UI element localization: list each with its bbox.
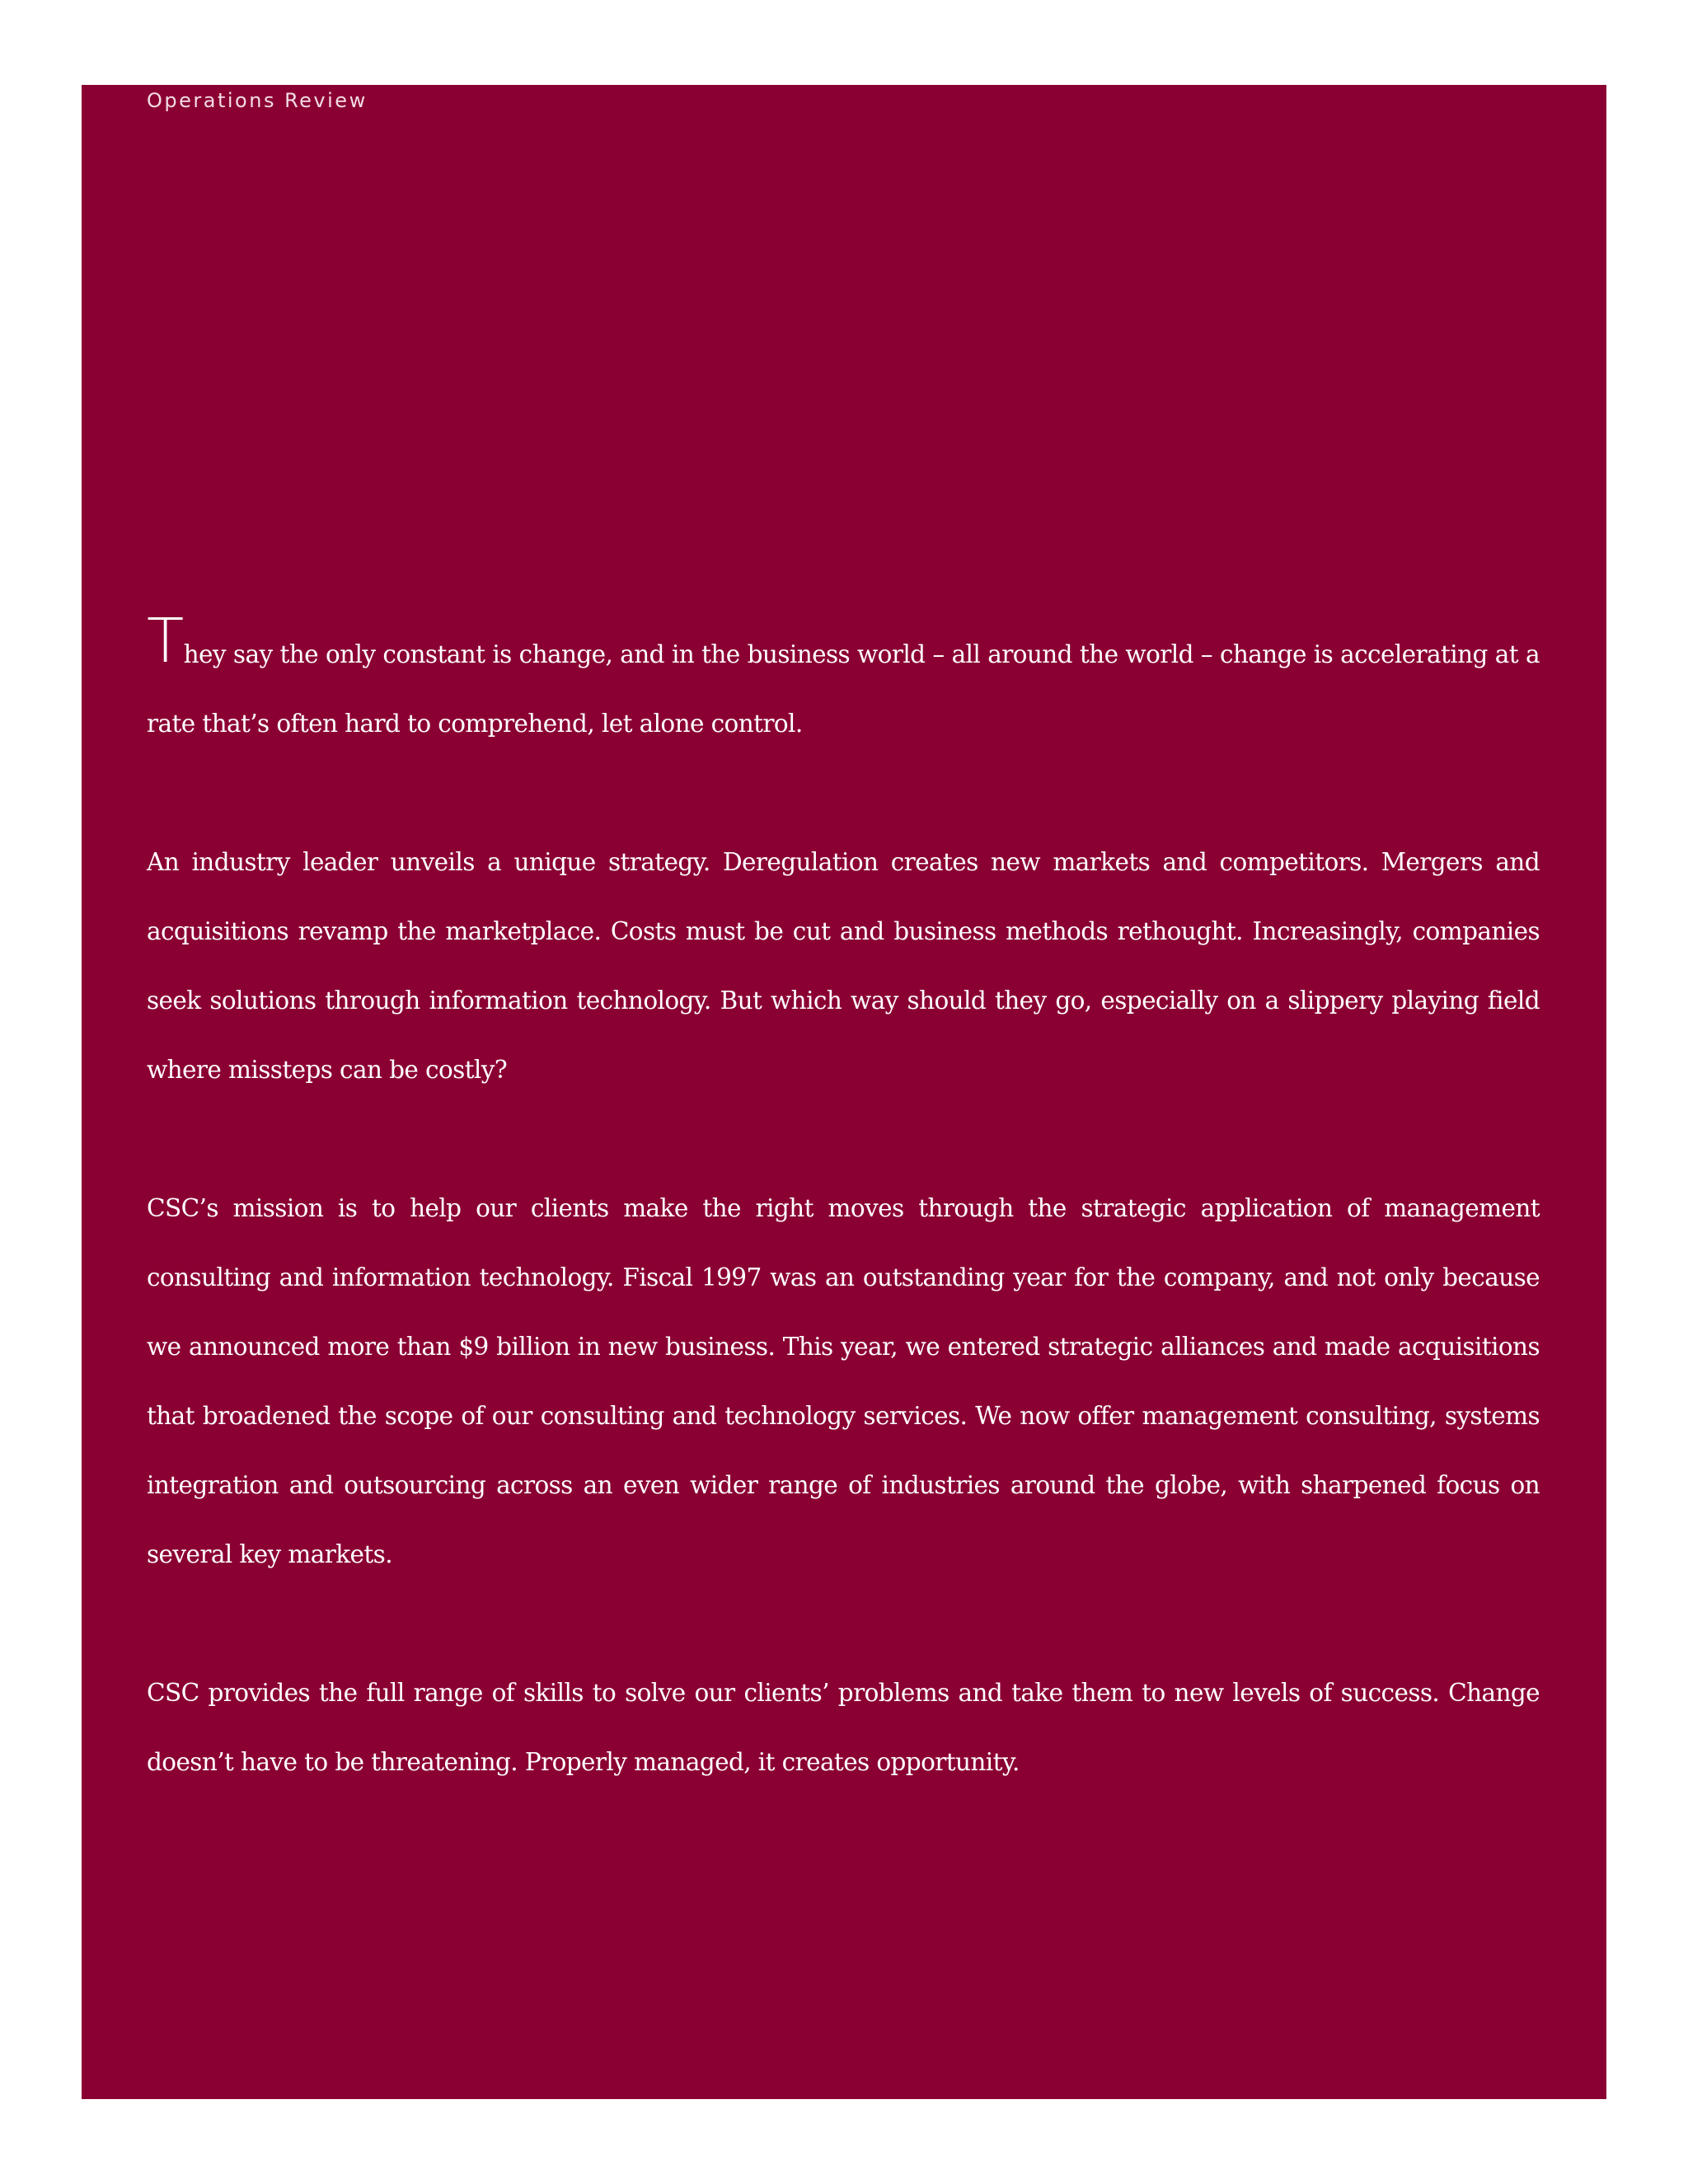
paragraph-2: An industry leader unveils a unique strategy. Deregulation creates new markets and competitors. Mergers and acquisitions revamp the marketplace. Costs must be cut and business methods rethought. Increasingly, companies seek solutions through information technology. But which way should they go, especially on a slippery playing field where missteps can be costly? xyxy=(147,848,1540,1084)
section-label: Operations Review xyxy=(147,89,368,112)
body-text xyxy=(147,606,1540,1866)
paragraph-1-text: hey say the only constant is change, and in the business world – all around the world – change is accelerating at a rate that’s often hard to comprehend, let alone control. xyxy=(147,640,1540,738)
content-panel xyxy=(82,85,1606,2099)
paragraph-1 xyxy=(147,606,1540,758)
paragraph-3: CSC’s mission is to help our clients make the right moves through the strategic application of management consulting and information technology. Fiscal 1997 was an outstanding year for the company, and not only because we announced more than $9 billion in new business. This year, we entered strategic alliances and made acquisitions that broadened the scope of our consulting and technology services. We now offer management consulting, systems integration and outsourcing across an even wider range of industries around the globe, with sharpened focus on several key markets. xyxy=(147,1194,1540,1568)
drop-cap: T xyxy=(147,606,184,677)
paragraph-4: CSC provides the full range of skills to solve our clients’ problems and take them to new levels of success. Change doesn’t have to be threatening. Properly managed, it creates opportunity. xyxy=(147,1679,1540,1776)
